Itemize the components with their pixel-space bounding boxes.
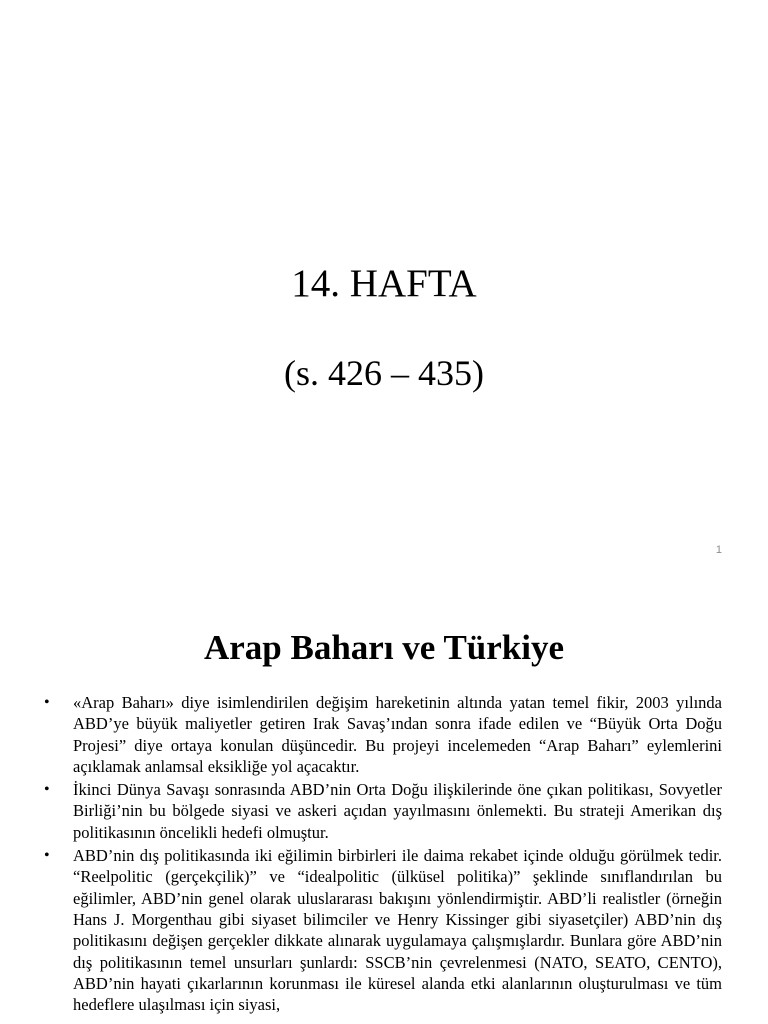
- slide-2: [0, 576, 768, 1024]
- bullet-item: [0, 692, 768, 777]
- bullet-list: [0, 692, 768, 1015]
- bullet-text: İkinci Dünya Savaşı sonrasında ABD’nin Orta Doğu ilişkilerinde öne çıkan politikası, Sovyetler Birliği’nin bu bölgede siyasi ve askeri açıdan yayılmasını önlemekti. Bu strateji Amerikan dış politikasının öncelikli hedefi olmuştur.: [73, 780, 722, 842]
- bullet-point-icon: •: [44, 847, 50, 865]
- bullet-text: «Arap Baharı» diye isimlendirilen değişim hareketinin altında yatan temel fikir, 2003 yılında ABD’ye büyük maliyetler getiren Irak Savaş’ından sonra ifade edilen ve “Büyük Orta Doğu Projesi” diye ortaya konulan düşüncedir. Bu projeyi incelemeden “Arap Baharı” eylemlerini açıklamak anlamsal eksikliğe yol açacaktır.: [73, 693, 722, 776]
- bullet-text: ABD’nin dış politikasında iki eğilimin birbirleri ile daima rekabet içinde olduğu görülmek tedir. “Reelpolitic (gerçekçilik)” ve “idealpolitic (ülküsel politika)” şeklinde sınıflandırılan bu eğilimler, ABD’nin genel olarak uluslararası bakışını yönlendirmiştir. ABD’li realistler (örneğin Hans J. Morgenthau gibi siyaset bilimciler ve Henry Kissinger gibi siyasetçiler) ABD’nin dış politikasını değişen gerçekler dikkate alınarak uygulamaya çalışmışlardır. Bunlara göre ABD’nin dış politikasının temel unsurları şunlardı: SSCB’nin çevrelenmesi (NATO, SEATO, CENTO), ABD’nin hayati çıkarlarının korunması ile küresel alanda etki alanlarının oluşturulması ve tüm hedeflere ulaşılması için siyasi,: [73, 846, 722, 1015]
- bullet-point-icon: •: [44, 781, 50, 799]
- slide-1-title: 14. HAFTA: [291, 262, 477, 305]
- slide-1-subtitle: (s. 426 – 435): [284, 353, 484, 393]
- slide-2-title: Arap Baharı ve Türkiye: [203, 628, 565, 667]
- page-number: 1: [715, 544, 722, 556]
- bullet-item: [0, 845, 768, 1015]
- bullet-item: [0, 779, 768, 843]
- bullet-point-icon: •: [44, 694, 50, 711]
